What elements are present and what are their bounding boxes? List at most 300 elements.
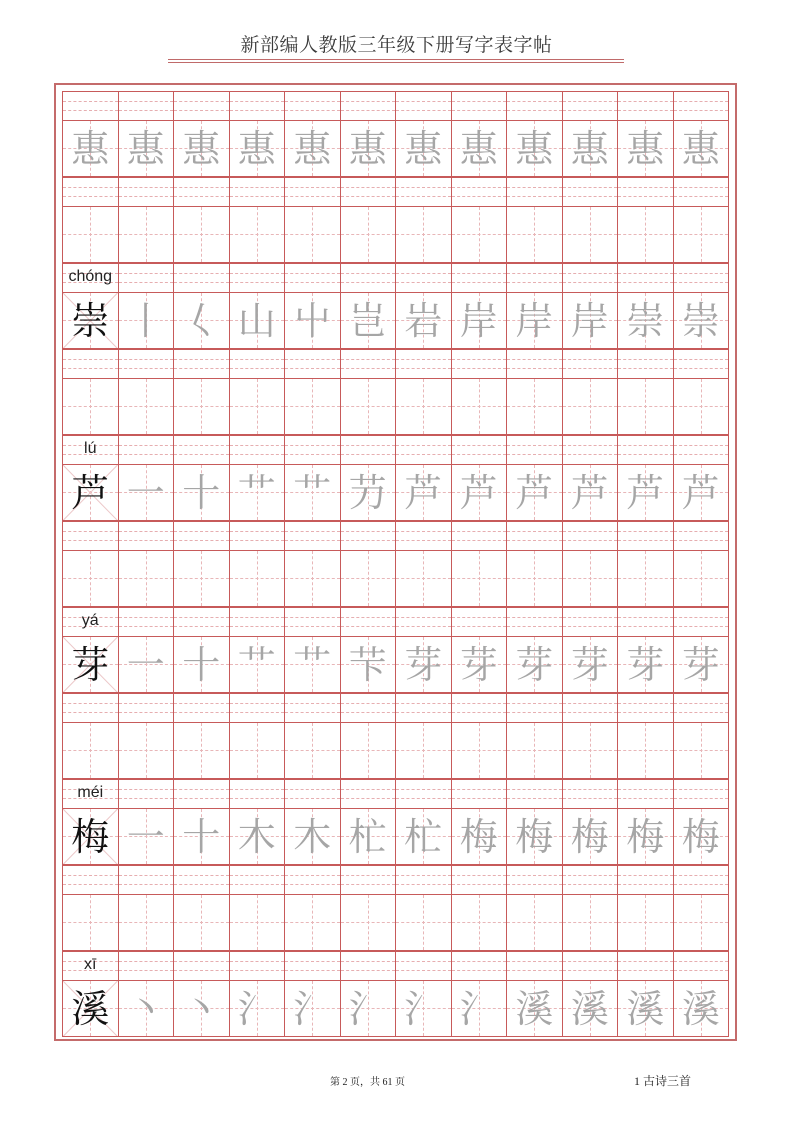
pinyin-cell [340, 177, 397, 206]
pinyin-cell [673, 779, 730, 808]
guide-line [507, 273, 562, 274]
pinyin-cell [673, 607, 730, 636]
trace-character: 梅 [515, 814, 554, 859]
guide-line [452, 359, 507, 360]
pinyin-cell [451, 91, 508, 120]
guide-line [174, 703, 229, 704]
guide-line [174, 961, 229, 962]
tian-grid-cell [62, 636, 119, 694]
guide-line [396, 196, 451, 197]
guide-line [119, 961, 174, 962]
guide-line [341, 273, 396, 274]
guide-line [63, 578, 118, 579]
pinyin-cell [451, 263, 508, 292]
pinyin-cell [562, 349, 619, 378]
tian-grid-cell [340, 378, 397, 436]
guide-line [452, 110, 507, 111]
page-title: 新部编人教版三年级下册写字表字帖 [240, 34, 553, 56]
guide-line [285, 445, 340, 446]
tian-grid-cell [229, 636, 286, 694]
tian-grid-cell [562, 378, 619, 436]
guide-line [507, 282, 562, 283]
guide-line [674, 368, 729, 369]
guide-line [341, 750, 396, 751]
pinyin-cell [118, 521, 175, 550]
trace-character: 木 [237, 814, 276, 859]
trace-character: 岸 [459, 298, 498, 343]
tian-grid-cell [62, 292, 119, 350]
trace-character: 屮 [293, 298, 332, 343]
tian-grid-cell [340, 894, 397, 952]
tian-grid-cell [451, 206, 508, 264]
trace-character: 芽 [626, 642, 665, 687]
trace-character: 芽 [570, 642, 609, 687]
tian-grid-cell [229, 980, 286, 1038]
guide-line [230, 359, 285, 360]
guide-line [563, 922, 618, 923]
guide-line [174, 445, 229, 446]
pinyin-cell [173, 779, 230, 808]
tian-grid-cell [506, 206, 563, 264]
guide-line [674, 454, 729, 455]
guide-line [230, 406, 285, 407]
guide-line [174, 884, 229, 885]
guide-line [563, 406, 618, 407]
guide-line [618, 703, 673, 704]
tian-grid-cell [62, 894, 119, 952]
pinyin-cell [229, 607, 286, 636]
guide-line [341, 454, 396, 455]
guide-line [63, 406, 118, 407]
trace-character: 芽 [404, 642, 443, 687]
pinyin-cell [118, 607, 175, 636]
pinyin-cell [340, 91, 397, 120]
guide-line [119, 359, 174, 360]
guide-line [230, 875, 285, 876]
tian-grid-cell [451, 808, 508, 866]
trace-character: 芦 [570, 470, 609, 515]
pinyin-cell [118, 177, 175, 206]
tian-grid-cell [617, 292, 674, 350]
practice-row [62, 91, 728, 177]
guide-line [230, 282, 285, 283]
trace-character: 芦 [404, 470, 443, 515]
pinyin-cell [118, 693, 175, 722]
tian-grid-cell [673, 722, 730, 780]
guide-line [618, 875, 673, 876]
tian-grid-cell [451, 292, 508, 350]
tian-grid-cell [506, 980, 563, 1038]
guide-line [563, 273, 618, 274]
tian-grid-cell [62, 378, 119, 436]
tian-grid-cell [395, 550, 452, 608]
pinyin-cell [617, 951, 674, 980]
tian-grid-cell [562, 206, 619, 264]
guide-line [230, 273, 285, 274]
guide-line [452, 445, 507, 446]
guide-line [618, 712, 673, 713]
guide-line [341, 540, 396, 541]
tian-grid-cell [173, 464, 230, 522]
pinyin-cell [617, 177, 674, 206]
guide-line [119, 712, 174, 713]
guide-line [674, 884, 729, 885]
guide-line [119, 282, 174, 283]
guide-line [341, 531, 396, 532]
guide-line [63, 101, 118, 102]
trace-character: 岩 [404, 298, 443, 343]
guide-line [396, 282, 451, 283]
guide-line [174, 282, 229, 283]
trace-character: 溪 [681, 986, 720, 1031]
guide-line [618, 789, 673, 790]
guide-line [396, 970, 451, 971]
pinyin-cell [673, 521, 730, 550]
guide-line [174, 187, 229, 188]
tian-grid-cell [562, 636, 619, 694]
trace-character: 芦 [626, 470, 665, 515]
tian-grid-cell [340, 206, 397, 264]
tian-grid-cell [451, 636, 508, 694]
pinyin-cell [395, 865, 452, 894]
tian-grid-cell [617, 464, 674, 522]
guide-line [507, 454, 562, 455]
guide-line [674, 273, 729, 274]
guide-line [563, 884, 618, 885]
trace-character: 溪 [515, 986, 554, 1031]
model-character: 崇 [71, 298, 110, 343]
guide-line [230, 970, 285, 971]
trace-character: 氵 [348, 986, 387, 1031]
guide-line [452, 273, 507, 274]
pinyin-cell [395, 607, 452, 636]
tian-grid-cell [617, 980, 674, 1038]
guide-line [230, 617, 285, 618]
guide-line [341, 703, 396, 704]
guide-line [674, 196, 729, 197]
tian-grid-cell [617, 550, 674, 608]
guide-line [618, 970, 673, 971]
tian-grid-cell [506, 808, 563, 866]
trace-character: 惠 [681, 126, 720, 171]
guide-line [563, 875, 618, 876]
tian-grid-cell [284, 980, 341, 1038]
practice-row [62, 177, 728, 263]
pinyin-cell [562, 693, 619, 722]
guide-line [285, 368, 340, 369]
pinyin-cell [284, 865, 341, 894]
guide-line [563, 789, 618, 790]
guide-line [452, 884, 507, 885]
guide-line [396, 922, 451, 923]
tian-grid-cell [340, 292, 397, 350]
guide-line [174, 110, 229, 111]
tian-grid-cell [562, 120, 619, 178]
guide-line [285, 406, 340, 407]
tian-grid-cell [562, 292, 619, 350]
character-row [62, 263, 728, 349]
trace-character: 氵 [293, 986, 332, 1031]
tian-grid-cell [284, 808, 341, 866]
tian-grid-cell [562, 722, 619, 780]
guide-line [341, 101, 396, 102]
tian-grid-cell [395, 808, 452, 866]
guide-line [452, 875, 507, 876]
guide-line [563, 970, 618, 971]
guide-line [452, 750, 507, 751]
pinyin-cell [562, 177, 619, 206]
pinyin-cell [395, 349, 452, 378]
guide-line [396, 406, 451, 407]
tian-grid-cell [562, 464, 619, 522]
guide-line [174, 750, 229, 751]
guide-line [230, 540, 285, 541]
guide-line [341, 970, 396, 971]
guide-line [674, 712, 729, 713]
guide-line [563, 750, 618, 751]
guide-line [618, 531, 673, 532]
tian-grid-cell [617, 206, 674, 264]
guide-line [174, 234, 229, 235]
guide-line [563, 617, 618, 618]
tian-grid-cell [673, 894, 730, 952]
pinyin-cell [340, 951, 397, 980]
tian-grid-cell [173, 808, 230, 866]
guide-line [230, 750, 285, 751]
trace-character: 岸 [570, 298, 609, 343]
tian-grid-cell [617, 636, 674, 694]
pinyin-cell [118, 779, 175, 808]
title-underline [168, 59, 624, 60]
tian-grid-cell [451, 378, 508, 436]
guide-line [618, 359, 673, 360]
guide-line [63, 359, 118, 360]
guide-line [341, 359, 396, 360]
pinyin-cell [506, 779, 563, 808]
trace-character: 梅 [626, 814, 665, 859]
guide-line [396, 368, 451, 369]
pinyin-label: xī [84, 956, 97, 973]
guide-line [341, 282, 396, 283]
pinyin-cell [395, 91, 452, 120]
pinyin-cell [118, 951, 175, 980]
pinyin-cell [62, 693, 119, 722]
guide-line [674, 626, 729, 627]
guide-line [618, 406, 673, 407]
pinyin-cell [562, 951, 619, 980]
guide-line [285, 540, 340, 541]
guide-line [396, 531, 451, 532]
tian-grid-cell [173, 894, 230, 952]
tian-grid-cell [340, 464, 397, 522]
guide-line [341, 187, 396, 188]
pinyin-cell [284, 91, 341, 120]
guide-line [618, 282, 673, 283]
pinyin-cell [617, 693, 674, 722]
guide-line [674, 578, 729, 579]
trace-character: 艹 [293, 642, 332, 687]
guide-line [341, 875, 396, 876]
guide-line [452, 798, 507, 799]
guide-line [618, 922, 673, 923]
guide-line [452, 531, 507, 532]
tian-grid-cell [562, 980, 619, 1038]
pinyin-cell [229, 435, 286, 464]
guide-line [452, 617, 507, 618]
guide-line [119, 110, 174, 111]
guide-line [63, 712, 118, 713]
guide-line [341, 626, 396, 627]
tian-grid-cell [673, 464, 730, 522]
pinyin-cell [118, 349, 175, 378]
guide-line [230, 626, 285, 627]
guide-line [507, 196, 562, 197]
pinyin-cell [173, 951, 230, 980]
guide-line [618, 617, 673, 618]
guide-line [507, 750, 562, 751]
guide-line [563, 196, 618, 197]
guide-line [174, 617, 229, 618]
pinyin-cell [451, 177, 508, 206]
guide-line [285, 798, 340, 799]
guide-line [396, 626, 451, 627]
guide-line [230, 101, 285, 102]
guide-line [341, 196, 396, 197]
guide-line [119, 875, 174, 876]
pinyin-cell [673, 435, 730, 464]
pinyin-cell [506, 693, 563, 722]
pinyin-cell [506, 865, 563, 894]
pinyin-cell [340, 521, 397, 550]
guide-line [507, 368, 562, 369]
pinyin-cell [562, 607, 619, 636]
pinyin-cell [284, 779, 341, 808]
guide-line [119, 884, 174, 885]
guide-line [63, 234, 118, 235]
guide-line [507, 961, 562, 962]
guide-line [396, 789, 451, 790]
tian-grid-cell [451, 980, 508, 1038]
trace-character: 艹 [237, 642, 276, 687]
guide-line [674, 110, 729, 111]
guide-line [119, 234, 174, 235]
pinyin-cell [395, 779, 452, 808]
guide-line [507, 445, 562, 446]
pinyin-cell [62, 951, 119, 980]
tian-grid-cell [118, 120, 175, 178]
pinyin-cell [617, 263, 674, 292]
guide-line [507, 703, 562, 704]
trace-character: 杧 [348, 814, 387, 859]
guide-line [674, 445, 729, 446]
guide-line [230, 368, 285, 369]
guide-line [563, 234, 618, 235]
tian-grid-cell [451, 722, 508, 780]
tian-grid-cell [617, 120, 674, 178]
guide-line [285, 187, 340, 188]
pinyin-cell [173, 263, 230, 292]
guide-line [341, 712, 396, 713]
tian-grid-cell [340, 980, 397, 1038]
tian-grid-cell [395, 120, 452, 178]
guide-line [396, 798, 451, 799]
tian-grid-cell [173, 378, 230, 436]
trace-character: 惠 [237, 126, 276, 171]
guide-line [618, 101, 673, 102]
guide-line [341, 884, 396, 885]
tian-grid-cell [118, 206, 175, 264]
guide-line [396, 187, 451, 188]
practice-row [62, 349, 728, 435]
pinyin-cell [229, 91, 286, 120]
pinyin-cell [506, 607, 563, 636]
guide-line [452, 970, 507, 971]
tian-grid-cell [173, 120, 230, 178]
guide-line [674, 970, 729, 971]
tian-grid-cell [229, 206, 286, 264]
tian-grid-cell [229, 378, 286, 436]
guide-line [230, 789, 285, 790]
pinyin-cell [395, 693, 452, 722]
tian-grid-cell [451, 550, 508, 608]
pinyin-cell [562, 779, 619, 808]
tian-grid-cell [284, 894, 341, 952]
guide-line [285, 970, 340, 971]
trace-character: 芽 [681, 642, 720, 687]
trace-character: 芦 [515, 470, 554, 515]
tian-grid-cell [173, 550, 230, 608]
guide-line [452, 789, 507, 790]
trace-character: 崇 [626, 298, 665, 343]
guide-line [618, 187, 673, 188]
guide-line [618, 110, 673, 111]
pinyin-cell [284, 693, 341, 722]
pinyin-cell [451, 693, 508, 722]
pinyin-cell [229, 693, 286, 722]
guide-line [396, 101, 451, 102]
guide-line [507, 234, 562, 235]
tian-grid-cell [673, 636, 730, 694]
guide-line [507, 789, 562, 790]
guide-line [452, 187, 507, 188]
trace-character: 惠 [182, 126, 221, 171]
guide-line [674, 282, 729, 283]
trace-character: 惠 [348, 126, 387, 171]
guide-line [396, 703, 451, 704]
trace-character: 芦 [459, 470, 498, 515]
pinyin-cell [229, 779, 286, 808]
guide-line [119, 445, 174, 446]
guide-line [452, 101, 507, 102]
tian-grid-cell [229, 722, 286, 780]
pinyin-cell [173, 91, 230, 120]
guide-line [396, 961, 451, 962]
tian-grid-cell [673, 808, 730, 866]
guide-line [396, 712, 451, 713]
tian-grid-cell [173, 722, 230, 780]
guide-line [174, 712, 229, 713]
guide-line [285, 110, 340, 111]
pinyin-cell [229, 177, 286, 206]
pinyin-cell [118, 435, 175, 464]
tian-grid-cell [118, 808, 175, 866]
tian-grid-cell [284, 464, 341, 522]
tian-grid-cell [118, 464, 175, 522]
guide-line [396, 445, 451, 446]
pinyin-cell [284, 607, 341, 636]
pinyin-cell [62, 521, 119, 550]
guide-line [452, 578, 507, 579]
